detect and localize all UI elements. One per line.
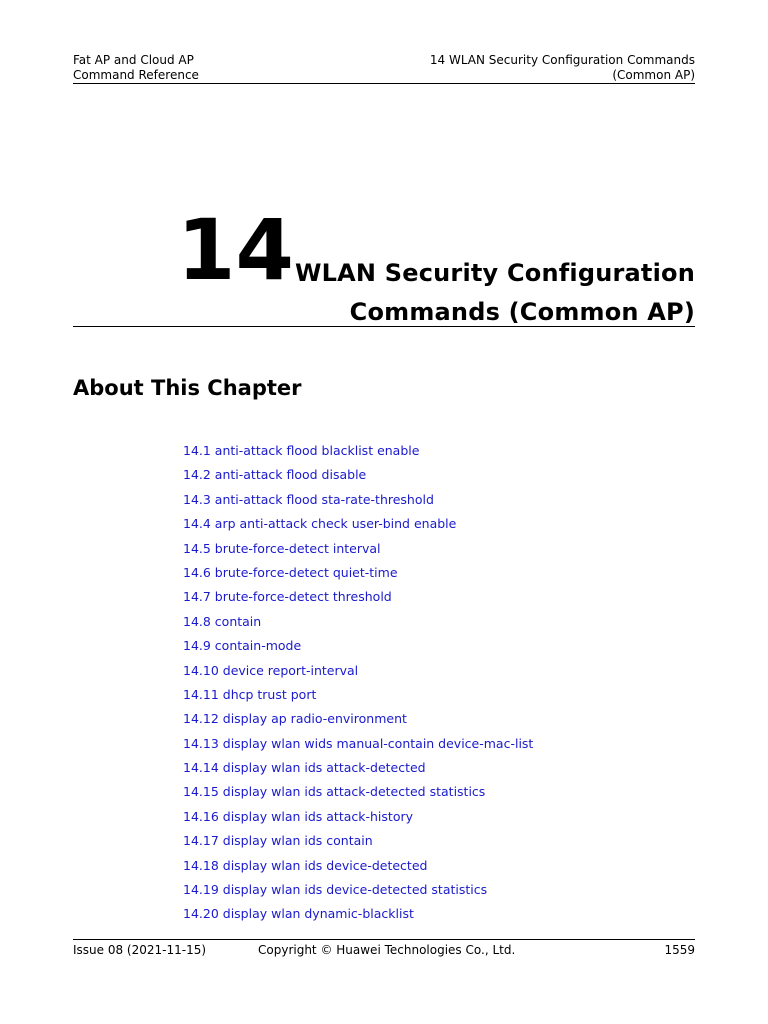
chapter-title-block (73, 201, 695, 327)
toc-item (183, 563, 533, 587)
toc-link[interactable]: 14.5 brute-force-detect interval (183, 540, 381, 556)
header-chapter-subtitle: (Common AP) (612, 68, 695, 82)
header-chapter-title: 14 WLAN Security Configuration Commands (429, 53, 695, 67)
footer-page-number: 1559 (664, 943, 695, 957)
toc-link[interactable]: 14.8 contain (183, 613, 262, 629)
toc-link[interactable]: 14.2 anti-attack flood disable (183, 467, 367, 483)
toc-link[interactable]: 14.4 arp anti-attack check user-bind enable (183, 516, 457, 532)
toc-link[interactable]: 14.19 display wlan ids device-detected statistics (183, 882, 488, 898)
toc-link[interactable]: 14.20 display wlan dynamic-blacklist (183, 906, 414, 922)
toc-item (183, 661, 533, 685)
toc-link[interactable]: 14.3 anti-attack flood sta-rate-threshold (183, 491, 434, 507)
chapter-title-line1: WLAN Security Configuration (294, 259, 695, 287)
toc-item (183, 856, 533, 880)
toc-link[interactable]: 14.7 brute-force-detect threshold (183, 589, 392, 605)
toc-link[interactable]: 14.18 display wlan ids device-detected (183, 857, 428, 873)
toc-item (183, 465, 533, 489)
toc-item (183, 758, 533, 782)
toc-link[interactable]: 14.12 display ap radio-environment (183, 711, 407, 727)
toc-list (183, 441, 533, 929)
toc-link[interactable]: 14.14 display wlan ids attack-detected (183, 760, 426, 776)
toc-link[interactable]: 14.11 dhcp trust port (183, 686, 317, 702)
toc-item (183, 539, 533, 563)
footer-copyright: Copyright © Huawei Technologies Co., Ltd. (258, 943, 516, 957)
header-right (430, 53, 695, 83)
header-doc-subtitle: Command Reference (73, 68, 199, 82)
toc-item (183, 880, 533, 904)
chapter-title-line2: Commands (Common AP) (349, 298, 695, 326)
toc-item (183, 904, 533, 928)
chapter-title (295, 254, 695, 332)
toc-link[interactable]: 14.15 display wlan ids attack-detected statistics (183, 784, 486, 800)
toc-link[interactable]: 14.13 display wlan wids manual-contain device-mac-list (183, 735, 534, 751)
page-footer (73, 939, 695, 957)
toc-item (183, 587, 533, 611)
toc-item (183, 782, 533, 806)
toc-link[interactable]: 14.1 anti-attack flood blacklist enable (183, 443, 420, 458)
toc-link[interactable]: 14.9 contain-mode (183, 638, 302, 654)
toc-item (183, 831, 533, 855)
toc-link[interactable]: 14.6 brute-force-detect quiet-time (183, 564, 398, 580)
toc-item (183, 709, 533, 733)
toc-item (183, 807, 533, 831)
page-header (73, 53, 695, 84)
toc-item (183, 636, 533, 660)
toc-link[interactable]: 14.16 display wlan ids attack-history (183, 808, 413, 824)
toc-item (183, 514, 533, 538)
chapter-number: 14 (177, 201, 294, 299)
header-doc-title: Fat AP and Cloud AP (73, 53, 194, 67)
toc-item (183, 685, 533, 709)
section-heading: About This Chapter (73, 376, 302, 400)
toc-link[interactable]: 14.10 device report-interval (183, 662, 359, 678)
toc-item (183, 441, 533, 465)
footer-issue: Issue 08 (2021-11-15) (73, 943, 207, 957)
header-left (73, 53, 199, 83)
toc-item (183, 490, 533, 514)
toc-link[interactable]: 14.17 display wlan ids contain (183, 833, 373, 849)
toc-item (183, 734, 533, 758)
toc-item (183, 612, 533, 636)
